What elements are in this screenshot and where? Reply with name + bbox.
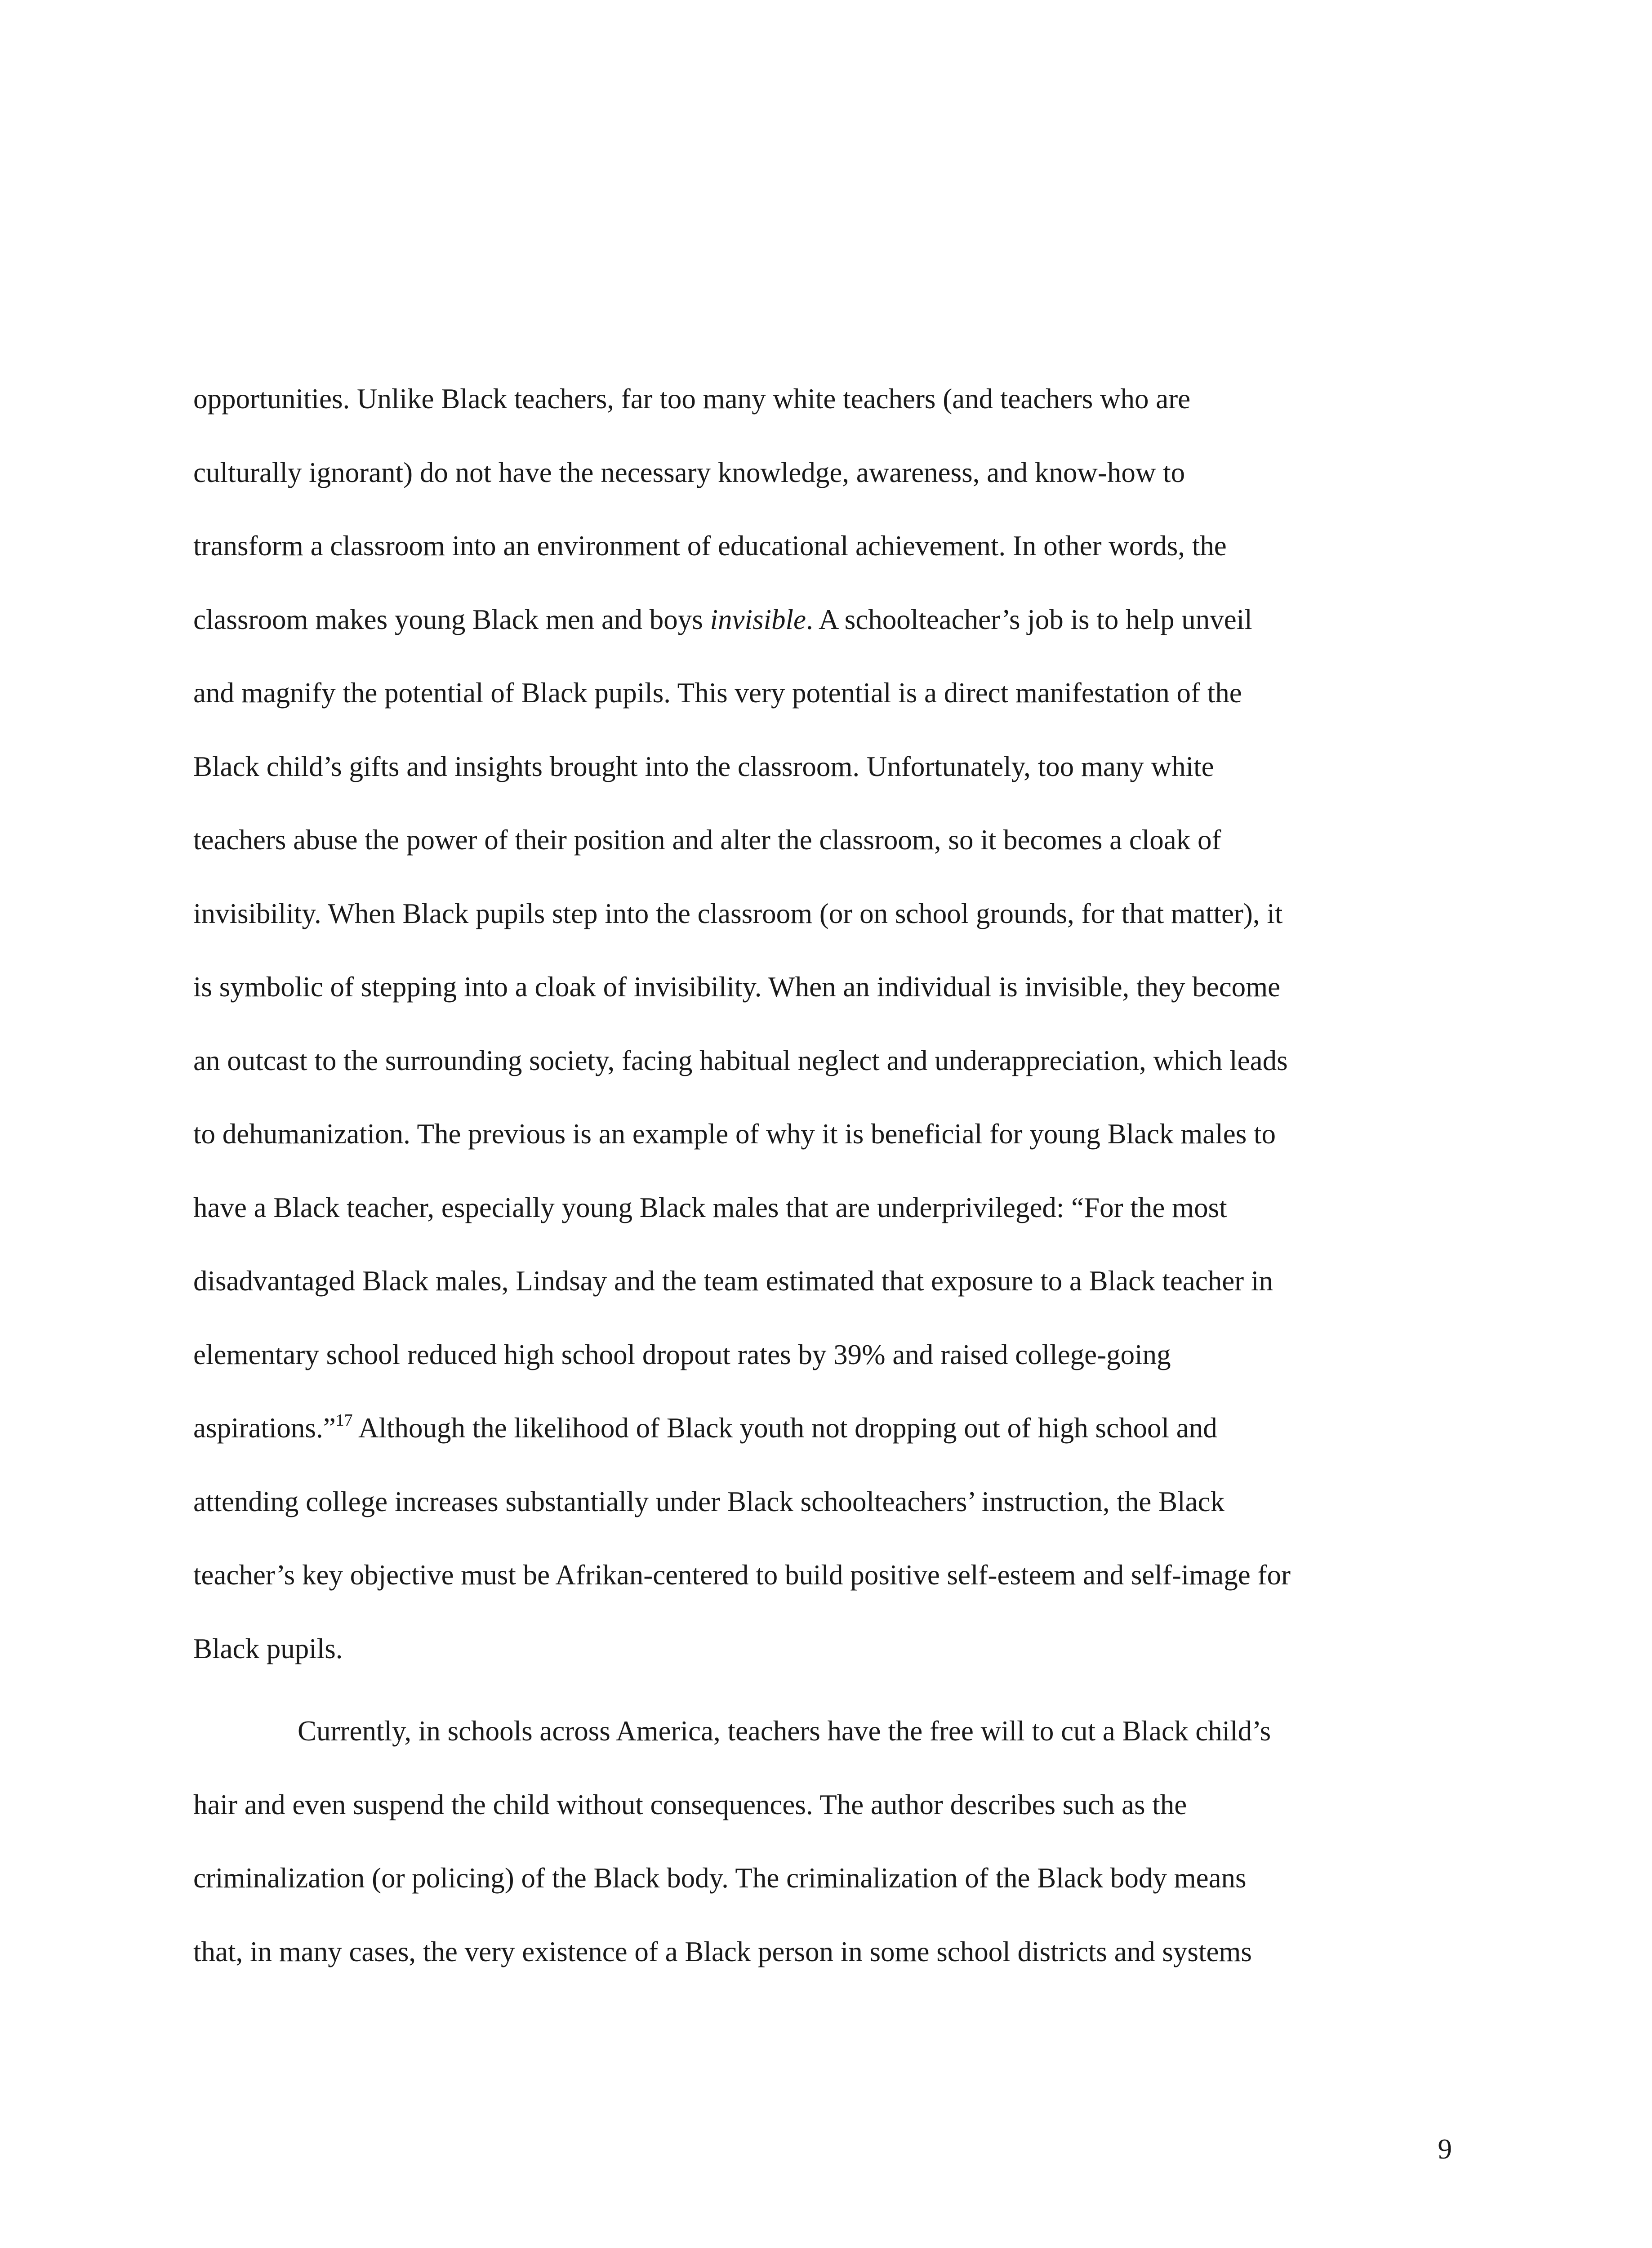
text-segment: classroom makes young Black men and boys <box>193 603 710 635</box>
text-line: transform a classroom into an environment of educational achievement. In other words, the <box>193 530 1227 562</box>
text-line: attending college increases substantially under Black schoolteachers’ instruction, the Black <box>193 1485 1225 1517</box>
text-line: that, in many cases, the very existence of a Black person in some school districts and systems <box>193 1936 1252 1967</box>
text-line: Currently, in schools across America, teachers have the free will to cut a Black child’s <box>298 1715 1271 1747</box>
text-line <box>193 583 1452 657</box>
text-line: have a Black teacher, especially young Black males that are underprivileged: “For the most <box>193 1191 1227 1223</box>
text-line: hair and even suspend the child without consequences. The author describes such as the <box>193 1789 1187 1820</box>
text-line: and magnify the potential of Black pupils. This very potential is a direct manifestation of the <box>193 677 1242 709</box>
text-line: disadvantaged Black males, Lindsay and the team estimated that exposure to a Black teacher in <box>193 1265 1273 1297</box>
text-line: Black child’s gifts and insights brought into the classroom. Unfortunately, too many white <box>193 750 1214 782</box>
text-line: teacher’s key objective must be Afrikan-centered to build positive self-esteem and self-image for <box>193 1559 1291 1591</box>
text-line: to dehumanization. The previous is an example of why it is beneficial for young Black males to <box>193 1118 1276 1150</box>
emphasized-word: invisible <box>710 603 806 635</box>
text-segment: . A schoolteacher’s job is to help unveil <box>806 603 1252 635</box>
page-number: 9 <box>1438 2133 1452 2165</box>
text-line: invisibility. When Black pupils step into the classroom (or on school grounds, for that matter), it <box>193 897 1283 929</box>
paragraph-1 <box>193 362 1452 1686</box>
text-segment: aspirations.” <box>193 1412 336 1444</box>
text-line: is symbolic of stepping into a cloak of invisibility. When an individual is invisible, they become <box>193 971 1281 1003</box>
text-line: an outcast to the surrounding society, facing habitual neglect and underappreciation, which leads <box>193 1044 1288 1076</box>
footnote-reference: 17 <box>335 1411 353 1430</box>
text-line: opportunities. Unlike Black teachers, far too many white teachers (and teachers who are <box>193 383 1191 415</box>
paragraph-spacer <box>193 1686 1452 1695</box>
text-line: Black pupils. <box>193 1632 343 1664</box>
body-text <box>193 362 1452 1989</box>
text-segment: Although the likelihood of Black youth not dropping out of high school and <box>352 1412 1217 1444</box>
text-line <box>193 1392 1452 1465</box>
text-line: criminalization (or policing) of the Black body. The criminalization of the Black body means <box>193 1862 1247 1894</box>
text-line: culturally ignorant) do not have the necessary knowledge, awareness, and know-how to <box>193 456 1185 488</box>
text-line: elementary school reduced high school dropout rates by 39% and raised college-going <box>193 1338 1171 1370</box>
paragraph-2 <box>193 1695 1452 1989</box>
text-line: teachers abuse the power of their position and alter the classroom, so it becomes a cloak of <box>193 824 1221 856</box>
